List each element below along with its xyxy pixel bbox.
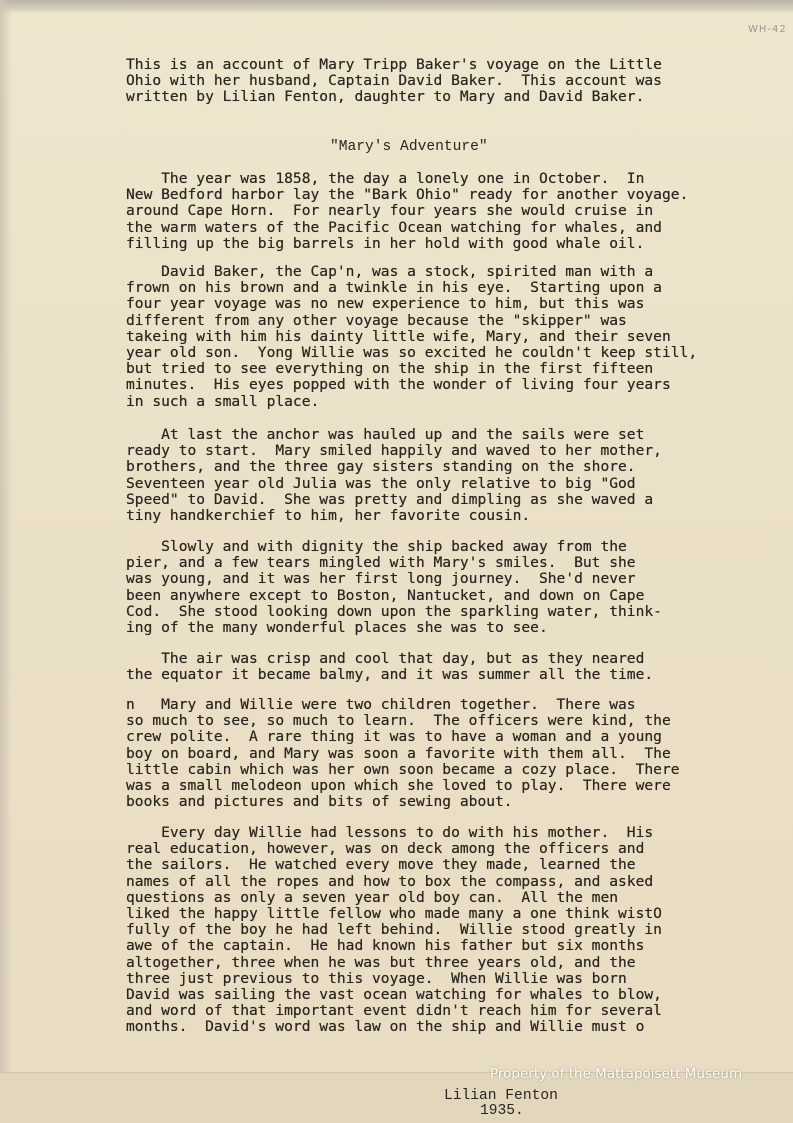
intro-paragraph: This is an account of Mary Tripp Baker's voyage on the Little Ohio with her husband, Captain David Baker. This account was written by Lilian Fenton, daughter to Mary and David Baker. [126,56,662,106]
paper-left-shadow [0,0,12,1123]
paragraph-7: Every day Willie had lessons to do with his mother. His real education, however, was on deck among the officers and the sailors. He watched every move they made, learned the names of all the ropes and how to box the compass, and asked questions as only a seven year old boy can. All the men liked the happy little fellow who made many a one think wistO fully of the boy he had left behind. Willie stood greatly in awe of the captain. He had known his father but six months altogether, three when he was but three years old, and the three just previous to this voyage. When Willie was born David was sailing the vast ocean watching for whales to blow, and word of that important event didn't reach him for several months. David's word was law on the ship and Willie must o [126,824,662,1036]
paragraph-1: The year was 1858, the day a lonely one in October. In New Bedford harbor lay the "Bark Ohio" ready for another voyage. around Cape Horn. For nearly four years she would cruise in the warm waters of the Pacific Ocean watching for whales, and filling up the big barrels in her hold with good whale oil. [126,170,689,252]
paragraph-6: n Mary and Willie were two children together. There was so much to see, so much to learn. The officers were kind, the crew polite. A rare thing it was to have a woman and a young boy on board, and Mary was soon a favorite with them all. The little cabin which was her own soon became a cozy place. There was a small melodeon upon which she loved to play. There were books and pictures and bits of sewing about. [126,696,680,811]
paragraph-2: David Baker, the Cap'n, was a stock, spirited man with a frown on his brown and a twinkle in his eye. Starting upon a four year voyage was no new experience to him, but this was different from any other voyage because the "skipper" was takeing with him his dainty little wife, Mary, and their seven year old son. Yong Willie was so excited he couldn't keep still, but tried to see everything on the ship in the first fifteen minutes. His eyes popped with the wonder of living four years in such a small place. [126,263,698,410]
paper-top-shadow [0,0,793,14]
paragraph-5: The air was crisp and cool that day, but as they neared the equator it became balmy, and it was summer all the time. [126,650,654,684]
signature-year: 1935. [480,1103,524,1119]
paragraph-4: Slowly and with dignity the ship backed away from the pier, and a few tears mingled with Mary's smiles. But she was young, and it was her first long journey. She'd never been anywhere except to Boston, Nantucket, and down on Cape Cod. She stood looking down upon the sparkling water, think- ing of the many wonderful places she was to see. [126,538,662,637]
paragraph-3: At last the anchor was hauled up and the sails were set ready to start. Mary smiled happily and waved to her mother, brothers, and the three gay sisters standing on the shore. Seventeen year old Julia was the only relative to big "God Speed" to David. She was pretty and dimpling as she waved a tiny handkerchief to him, her favorite cousin. [126,426,662,525]
story-title: "Mary's Adventure" [330,139,488,155]
reference-code: WH-42 [748,24,787,35]
signature-name: Lilian Fenton [444,1088,558,1104]
museum-watermark: Property of the Mattapoisett Museum [490,1066,742,1082]
